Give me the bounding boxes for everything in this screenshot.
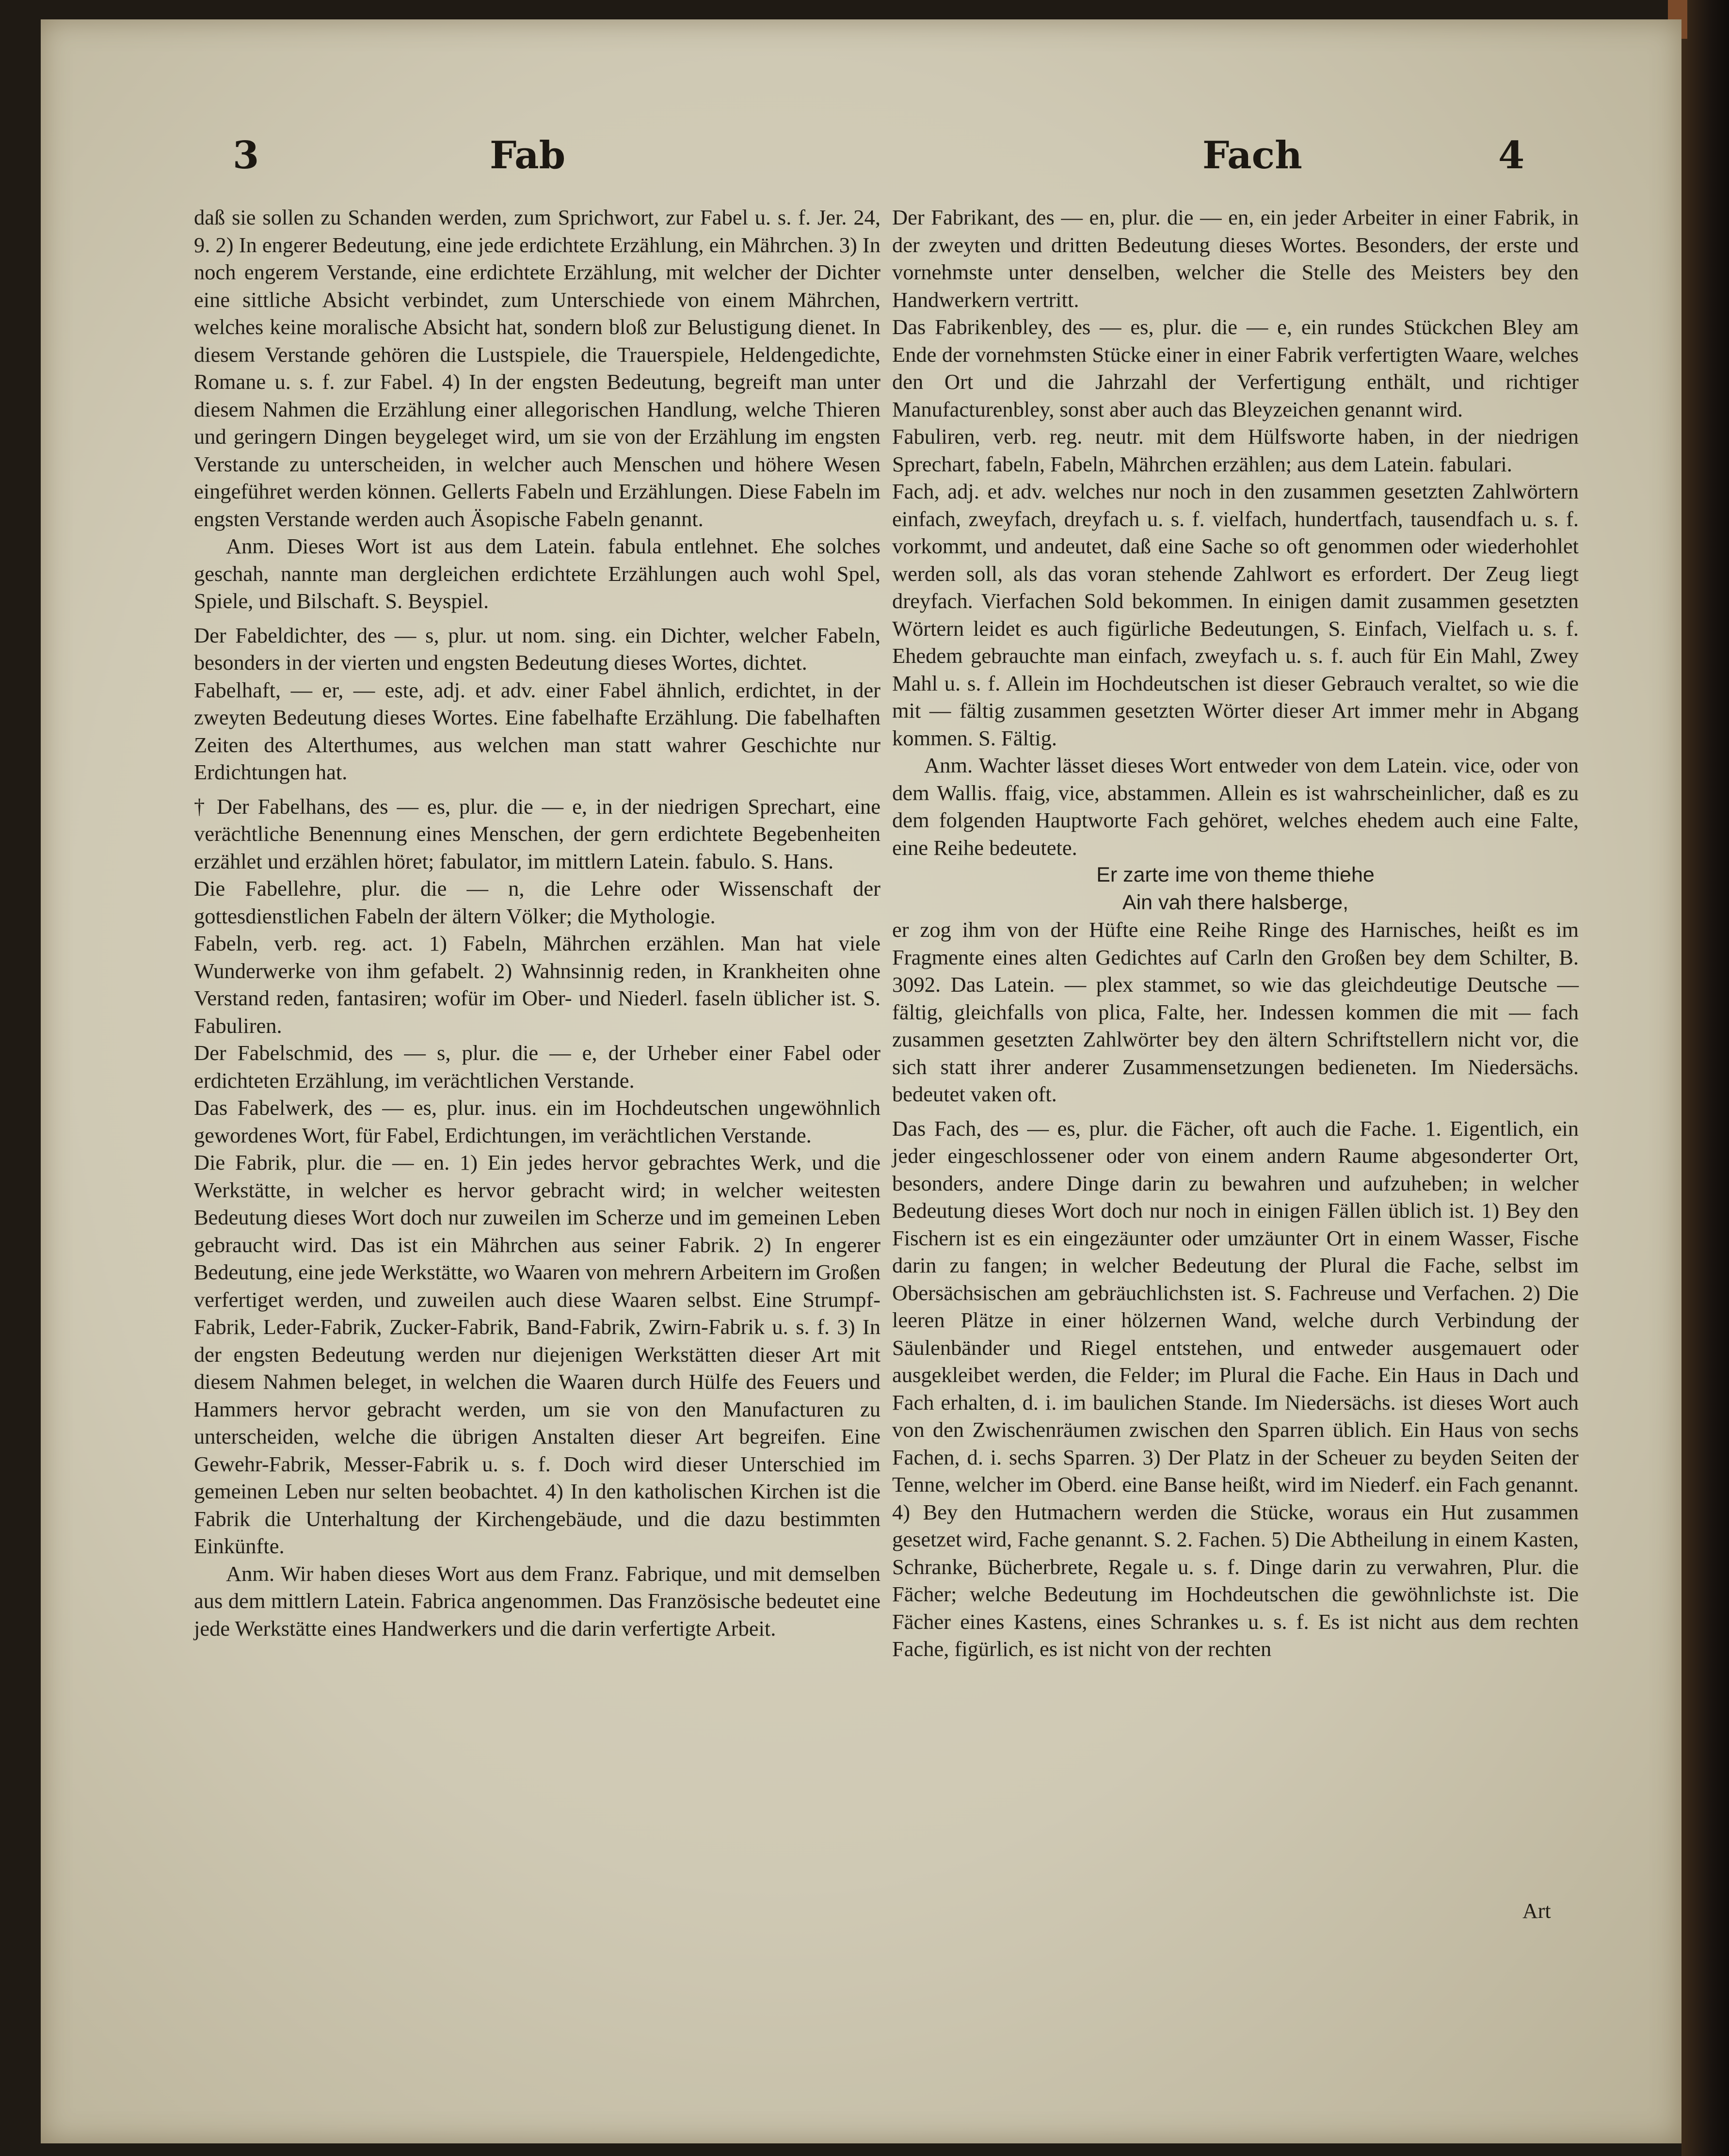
entry-fabel-continued: daß sie sollen zu Schanden werden, zum Sprichwort, zur Fabel u. s. f. Jer. 24, 9. 2) In engerer Bedeutung, eine jede erdichtete Erzählung, ein Mährchen. 3) In noch engerem Verstande, eine erdichtete Erzählung, mit welcher der Dichter eine sittliche Absicht verbindet, zum Unterschiede von einem Mährchen, welches keine moralische Absicht hat, sondern bloß zur Belustigung dienet. In diesem Verstande gehören die Lustspiele, die Trauerspiele, Heldengedichte, Romane u. s. f. zur Fabel. 4) In der engsten Bedeutung, begreift man unter diesem Nahmen die Erzählung einer allegorischen Handlung, welche Thieren und geringern Dingen beygeleget wird, um sie von der Erzählung im engsten Verstande zu unterscheiden, in welcher auch Menschen und höhere Wesen eingeführet werden können. Gellerts Fabeln und Erzählungen. Diese Fabeln im engsten Verstande werden auch Äsopische Fabeln genannt. xyxy=(194,205,881,531)
entry-fabelhans: † Der Fabelhans, des — es, plur. die — e, in der niedrigen Sprechart, eine verächtliche Benennung eines Menschen, der gern erdichtete Begebenheiten erzählet und erzählen höret; fabulator, im mittlern Latein. fabulo. S. Hans. xyxy=(194,794,881,873)
entry-fabrikenbley: Das Fabrikenbley, des — es, plur. die — e, ein rundes Stückchen Bley am Ende der vornehmsten Stücke einer in einer Fabrik verfertigten Waare, welches den Ort und die Jahrzahl der Verfertigung enthält, und richtiger Manufacturenbley, sonst aber auch das Bleyzeichen genannt wird. xyxy=(892,315,1579,421)
note-fabel: Anm. Dieses Wort ist aus dem Latein. fabula entlehnet. Ehe solches geschah, nannte man dergleichen erdichtete Erzählungen auch wohl Spel, Spiele, und Bilschaft. S. Beyspiel. xyxy=(194,534,881,613)
entry-fabrik: Die Fabrik, plur. die — en. 1) Ein jedes hervor gebrachtes Werk, und die Werkstätte, in welcher es hervor gebracht wird; in welcher weitesten Bedeutung dieses Wort doch nur zuweilen im Scherze und im gemeinen Leben gebraucht wird. Das ist ein Mährchen aus seiner Fabrik. 2) In engerer Bedeutung, eine jede Werkstätte, wo Waaren von mehrern Arbeitern im Großen verfertiget werden, und zuweilen auch diese Waaren selbst. Eine Strumpf-Fabrik, Leder-Fabrik, Zucker-Fabrik, Band-Fabrik, Zwirn-Fabrik u. s. f. 3) In der engsten Bedeutung werden nur diejenigen Werkstätten dieser Art mit diesem Nahmen beleget, in welchen die Waaren durch Hülfe des Feuers und Hammers hervor gebracht werden, um sie von den Manufacturen zu unterscheiden, welche die übrigen Anstalten dieser Art begreifen. Eine Gewehr-Fabrik, Messer-Fabrik u. s. f. Doch wird dieser Unterschied im gemeinen Leben nur selten beobachtet. 4) In den katholischen Kirchen ist die Fabrik die Unterhaltung der Kirchengebäude, und die dazu bestimmten Einkünfte. xyxy=(194,1150,881,1558)
note-fach-adj-continued: er zog ihm von der Hüfte eine Reihe Ringe des Harnisches, heißt es im Fragmente eines alten Gedichtes auf Carln den Großen bey dem Schilter, B. 3092. Das Latein. — plex stammet, so wie das gleichdeutige Deutsche — fältig, gleichfalls von plica, Falte, her. Indessen kommen die mit — fach zusammen gesetzten Zahlwörter bey den ältern Schriftstellern nicht vor, die sich statt ihrer anderer Zusammensetzungen bedieneten. Im Niedersächs. bedeutet vaken oft. xyxy=(892,917,1579,1106)
entry-fabeln: Fabeln, verb. reg. act. 1) Fabeln, Mährchen erzählen. Man hat viele Wunderwerke von ihm gefabelt. 2) Wahnsinnig reden, in Krankheiten ohne Verstand reden, fantasiren; wofür im Ober- und Niederl. faseln üblicher ist. S. Fabuliren. xyxy=(194,931,881,1038)
running-head-left: Fab xyxy=(490,133,566,177)
entry-fabellehre: Die Fabellehre, plur. die — n, die Lehre oder Wissenschaft der gottesdienstlichen Fabeln der ältern Völker; die Mythologie. xyxy=(194,876,881,928)
running-head-right: Fach xyxy=(1202,133,1302,177)
entry-fabeldichter: Der Fabeldichter, des — s, plur. ut nom. sing. ein Dichter, welcher Fabeln, besonders in der vierten und engsten Bedeutung dieses Wortes, dichtet. xyxy=(194,623,881,675)
verse-line-2: Ain vah there halsberge, xyxy=(1122,890,1349,914)
entry-fach-adj: Fach, adj. et adv. welches nur noch in den zusammen gesetzten Zahlwörtern einfach, zweyfach, dreyfach u. s. f. vielfach, hundertfach, tausendfach u. s. f. vorkommt, und andeutet, daß eine Sache so oft genommen oder wiederhohlet werden soll, als das voran stehende Zahlwort es erfordert. Der Zeug liegt dreyfach. Vierfachen Sold bekommen. In einigen damit zusammen gesetzten Wörtern leidet es auch figürliche Bedeutungen, S. Einfach, Vielfach u. s. f. Ehedem gebrauchte man einfach, zweyfach u. s. f. auch für Ein Mahl, Zwey Mahl u. s. f. Allein im Hochdeutschen ist dieser Gebrauch veraltet, so wie die mit — fältig zusammen gesetzten Wörter dieser Art immer mehr in Abgang kommen. S. Fältig. xyxy=(892,479,1579,750)
entry-fabelhaft: Fabelhaft, — er, — este, adj. et adv. einer Fabel ähnlich, erdichtet, in der zweyten Bedeutung dieses Wortes. Eine fabelhafte Erzählung. Die fabelhaften Zeiten des Alterthumes, aus welchen man statt wahrer Geschichte nur Erdichtungen hat. xyxy=(194,677,881,784)
verse-line-1: Er zarte ime von theme thiehe xyxy=(1096,863,1375,886)
entry-fabelwerk: Das Fabelwerk, des — es, plur. inus. ein im Hochdeutschen ungewöhnlich gewordenes Wort, für Fabel, Erdichtungen, im verächtlichen Verstande. xyxy=(194,1095,881,1147)
page-number-right: 4 xyxy=(1498,133,1525,177)
note-fach-adj: Anm. Wachter lässet dieses Wort entweder von dem Latein. vice, oder von dem Wallis. ffaig, vice, abstammen. Allein es ist wahrscheinlicher, daß es zu dem folgenden Hauptworte Fach gehöret, welches ehedem auch eine Falte, eine Reihe bedeutete. xyxy=(892,753,1579,860)
book-spine xyxy=(1681,0,1729,2156)
note-fabrik: Anm. Wir haben dieses Wort aus dem Franz. Fabrique, und mit demselben aus dem mittlern Latein. Fabrica angenommen. Das Französische bedeutet eine jede Werkstätte eines Handwerkers und die darin verfertigte Arbeit. xyxy=(194,1561,881,1641)
entry-fabuliren: Fabuliren, verb. reg. neutr. mit dem Hülfsworte haben, in der niedrigen Sprechart, fabeln, Fabeln, Mährchen erzählen; aus dem Latein. fabulari. xyxy=(892,424,1579,476)
page-number-left: 3 xyxy=(233,133,259,177)
entry-fach-noun: Das Fach, des — es, plur. die Fächer, oft auch die Fache. 1. Eigentlich, ein jeder eingeschlossener oder von einem andern Raume abgesonderter Ort, besonders, andere Dinge darin zu bewahren und aufzuheben; in welcher Bedeutung dieses Wort doch nur noch in einigen Fällen üblich ist. 1) Bey den Fischern ist es ein eingezäunter oder umzäunter Ort in einem Wasser, Fische darin zu fangen; in welcher Bedeutung der Plural die Fache, selbst im Obersächsischen am gebräuchlichsten ist. S. Fachreuse und Verfachen. 2) Die leeren Plätze in einer hölzernen Wand, welche durch Verbindung der Säulenbänder und Riegel entstehen, und entweder ausgemauert oder ausgekleibet werden, die Felder; im Plural die Fache. Ein Haus in Dach und Fach erhalten, d. i. im baulichen Stande. Im Niedersächs. ist dieses Wort auch von den Zwischenräumen zwischen den Sparren üblich. Ein Haus von sechs Fachen, d. i. sechs Sparren. 3) Der Platz in der Scheuer zu beyden Seiten der Tenne, welcher im Oberd. eine Banse heißt, wird im Niederf. ein Fach genannt. 4) Bey den Hutmachern werden die Stücke, woraus ein Hut zusammen gesetzet wird, Fache genannt. S. 2. Fachen. 5) Die Abtheilung in einem Kasten, Schranke, Bücherbrete, Regale u. s. f. Dinge darin zu verwahren, Plur. die Fächer; welche Bedeutung im Hochdeutschen die gewöhnlichste ist. Die Fächer eines Kastens, eines Schrankes u. s. f. Es ist nicht aus dem rechten Fache, figürlich, es ist nicht von der rechten xyxy=(892,1116,1579,1661)
right-column xyxy=(892,204,1579,1663)
entry-fabrikant: Der Fabrikant, des — en, plur. die — en, ein jeder Arbeiter in einer Fabrik, in der zweyten und dritten Bedeutung dieses Wortes. Besonders, der erste und vornehmste unter denselben, welcher die Stelle des Meisters bey den Handwerkern vertritt. xyxy=(892,205,1579,312)
left-column xyxy=(194,204,881,1642)
entry-fabelschmid: Der Fabelschmid, des — s, plur. die — e, der Urheber einer Fabel oder erdichteten Erzählung, im verächtlichen Verstande. xyxy=(194,1041,881,1093)
catchword: Art xyxy=(1522,1899,1551,1923)
